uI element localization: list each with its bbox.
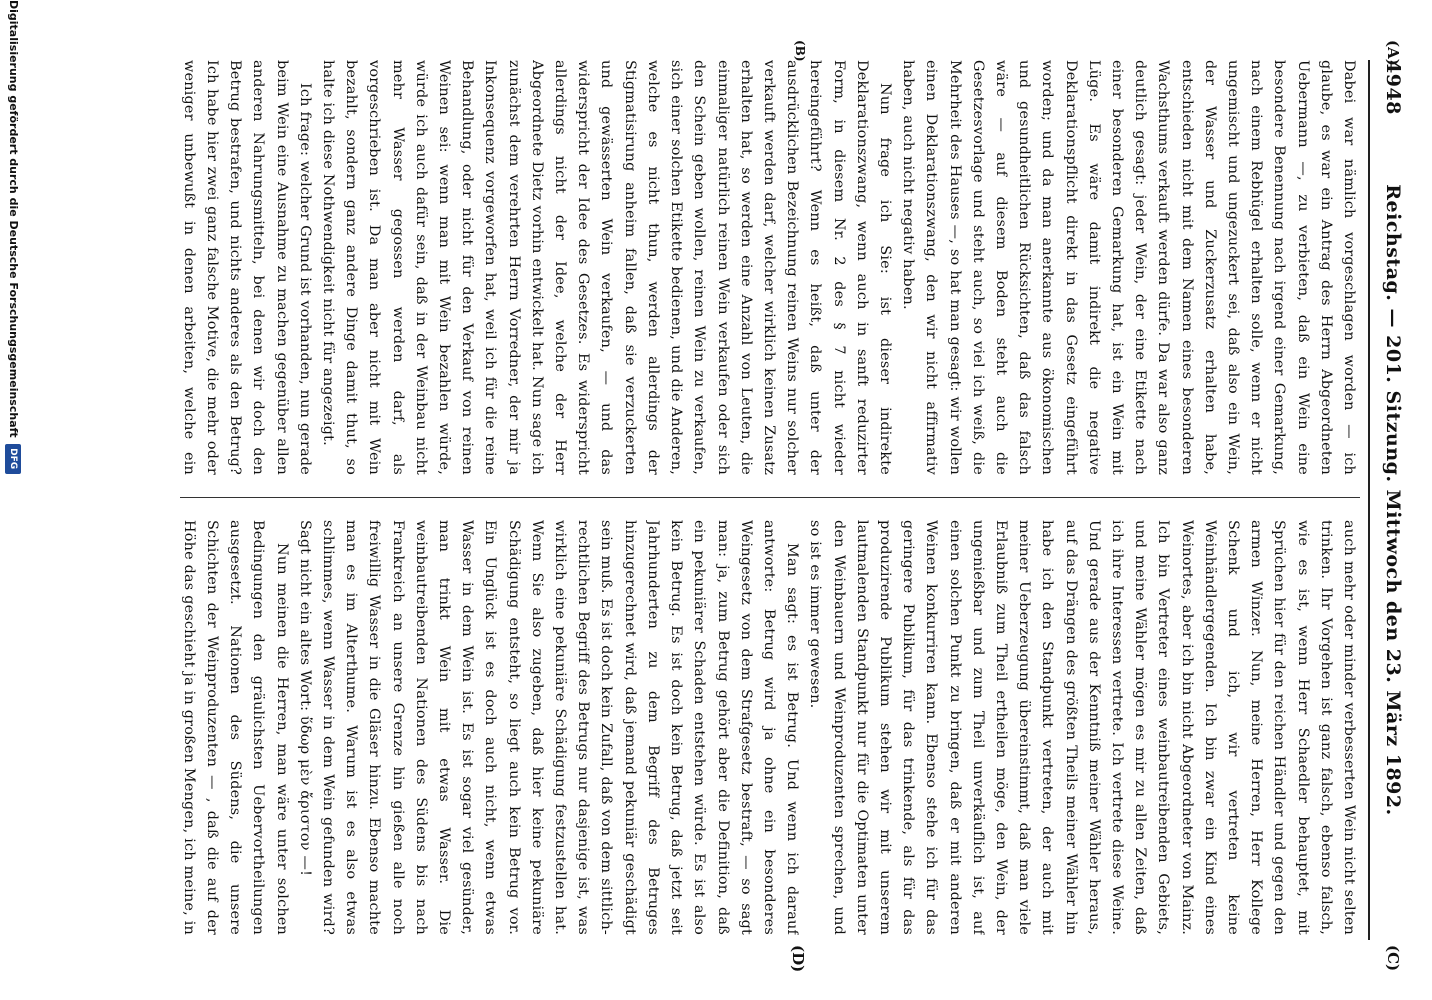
- margin-marker-c: (C): [1384, 945, 1402, 972]
- margin-marker-a: (A): [1384, 40, 1402, 66]
- column-divider: [180, 497, 1360, 498]
- margin-marker-b: (B): [793, 40, 807, 62]
- paragraph: Ich frage: welcher Grund ist vorhanden, nun gerade beim Wein eine Ausnahme zu machen gegenüber allen anderen Nahrungsmitteln, bei denen wir doch den Betrug bestrafen, und nichts anderes als den Betrug? Ich habe hier zwei ganz falsche Motive, die mehr oder weniger unbewußt in denen arbeiten, welche ein: [180, 60, 313, 475]
- paragraph: Man sagt: es ist Betrug. Und wenn ich darauf antworte: Betrug wird ja ohne ein besonderes Weingesetz von dem Strafgesetz bestraft, — so sagt man: ja, zum Betrug gehört aber die Definition, daß ein pekuniärer Schaden entstehen würde. Es ist also kein Betrug. Es ist doch kein Betrug, daß jetzt seit Jahrhunderten zu dem Begriff des Betruges hinzugerechnet wird, daß jemand pekuniär geschädigt sein muß. Es ist doch kein Zufall, daß von dem sittlich-rechtlichen Begriff des Betrugs nur dasjenige ist, was wirklich eine pekuniäre Schädigung festzustellen hat. Wenn Sie also zugeben, daß hier keine pekuniäre Schädigung entsteht, so liegt auch kein Betrug vor. Ein Unglück ist es doch auch nicht, wenn etwas Wasser in dem Wein ist. Es ist sogar viel gesünder, man trinkt Wein mit etwas Wasser. Die weinbautreibenden Nationen des Südens bis nach Frankreich an unsere Grenze hin gießen alle noch freiwillig Wasser in die Gläser hinzu. Ebenso machte man es im Alterthume. Warum ist es also etwas schlimmes, wenn Wasser in dem Wein gefunden wird? Sagt nicht ein altes Wort: ὕδωρ μὲν ἄριστον —!: [296, 520, 801, 935]
- header-rule: [1368, 60, 1370, 940]
- digitization-credit: [2, 0, 24, 1000]
- right-column: [180, 520, 1360, 935]
- running-head: [1374, 60, 1404, 940]
- dfg-logo: DFG: [5, 444, 21, 474]
- page-title: Reichstag. — 201. Sitzung. Mittwoch den 23. März 1892.: [1382, 184, 1404, 816]
- paragraph: Nun meinen die Herren, man wäre unter solchen Bedingungen den gräulichsten Uebervortheilungen ausgesetzt. Nationen des Südens, die unsere Schichten der Weinproduzenten — , daß die auf der Höhe das geschieht ja in großen Mengen, ich meine, in: [180, 520, 290, 935]
- page-number: 4948: [1382, 60, 1404, 115]
- paragraph: Dabei war nämlich vorgeschlagen worden — ich glaube, es war ein Antrag des Herrn Abgeordneten Uebermann —, zu verbieten, daß ein Wein eine besondere Benennung nach irgend einer Gemarkung, nach einem Rebhügel erhalten solle, wenn er nicht ungemischt und ungezuckert sei, daß also ein Wein, der Wasser und Zuckerzusatz erhalten habe, entschieden nicht mit dem Namen eines besonderen Wachsthums verkauft werden dürfe. Da war also ganz deutlich gesagt: jeder Wein, der eine Etikette nach einer besonderen Gemarkung hat, ist ein Wein mit Lüge. Es wäre damit indirekt die negative Deklarationspflicht direkt in das Gesetz eingeführt worden; und da man anerkannte aus ökonomischen und gesundheitlichen Rücksichten, daß das falsch wäre — auf diesem Boden steht auch die Gesetzesvorlage und steht auch, so viel ich weiß, die Mehrheit des Hauses —, so hat man gesagt: wir wollen einen Deklarationszwang, den wir nicht affirmativ haben, auch nicht negativ haben.: [900, 60, 1357, 475]
- paragraph: Nun frage ich Sie: ist dieser indirekte Deklarationszwang, wenn auch in sanft reduzirter Form, in diesem Nr. 2 des § 7 nicht wieder hereingeführt? Wenn es heißt, daß unter der ausdrücklichen Bezeichnung reinen Weins nur solcher verkauft werden darf, welcher wirklich keinen Zusatz erhalten hat, so werden eine Anzahl von Leuten, die einmaliger natürlich reinen Wein verkaufen oder sich den Schein geben wollen, reinen Wein zu verkaufen, sich einer solchen Etikette bedienen, und die Anderen, welche es nicht thun, werden allerdings der Stigmatisirung anheim fallen, daß sie verzuckerten und gewässerten Wein verkaufen, — und das widerspricht der Idee des Gesetzes. Es widerspricht allerdings nicht der Idee, welche der Herr Abgeordnete Dietz vorhin entwickelt hat. Nun sage ich zunächst dem verehrten Herrn Vorredner, der mir ja Inkonsequenz vorgeworfen hat, weil ich für die reine Behandlung, oder nicht für den Verkauf von reinen Weinen sei: wenn man mit Wein bezahlen würde, würde ich auch dafür sein, daß in der Weinbau nicht mehr Wasser gegossen werden darf, als vorgeschrieben ist. Da man aber nicht mit Wein bezahlt, sondern ganz andere Dinge damit thut, so halte ich diese Nothwendigkeit nicht für angezeigt.: [320, 60, 893, 475]
- margin-marker-d: (D): [789, 945, 807, 973]
- left-column: [180, 60, 1360, 475]
- credit-text: Digitalisierung gefördert durch die Deutsche Forschungsgemeinschaft: [7, 0, 20, 438]
- paragraph: auch mehr oder minder verbesserten Wein nicht selten trinken. Ihr Vorgehen ist ganz falsch, ebenso falsch, wie es ist, wenn Herr Schaedler behauptet, mit Sprüchen hier für den reichen Händler und gegen den armen Winzer. Nun, meine Herren, Herr Kollege Schenk und ich, wir vertreten keine Weinhändlergegenden. Ich bin zwar ein Kind eines Weinortes, aber ich bin nicht Abgeordneter von Mainz. Ich bin Vertreter eines weinbautreibenden Gebiets, und meine Wähler mögen es mir zu allen Zeiten, daß ich ihre Interessen vertrete. Ich vertrete diese Weine. Und gerade aus der Kenntniß meiner Wähler heraus, auf das Drängen des größten Theils meiner Wähler hin habe ich den Standpunkt vertreten, der auch mit meiner Ueberzeugung übereinstimmt, daß man viele Erlaubniß zum Theil ertheilen möge, den Wein, der ungenießbar und zum Theil unverkäuflich ist, auf einen solchen Punkt zu bringen, daß er mit anderen Weinen konkurriren kann. Ebenso stehe ich für das geringere Publikum, für das trinkende, als für das produzirende Publikum stehen wir mit unserem lautmalenden Standpunkt nur für die Optimaten unter den Weinbauern und Weinproduzenten sprechen, und so ist es immer gewesen.: [807, 520, 1357, 935]
